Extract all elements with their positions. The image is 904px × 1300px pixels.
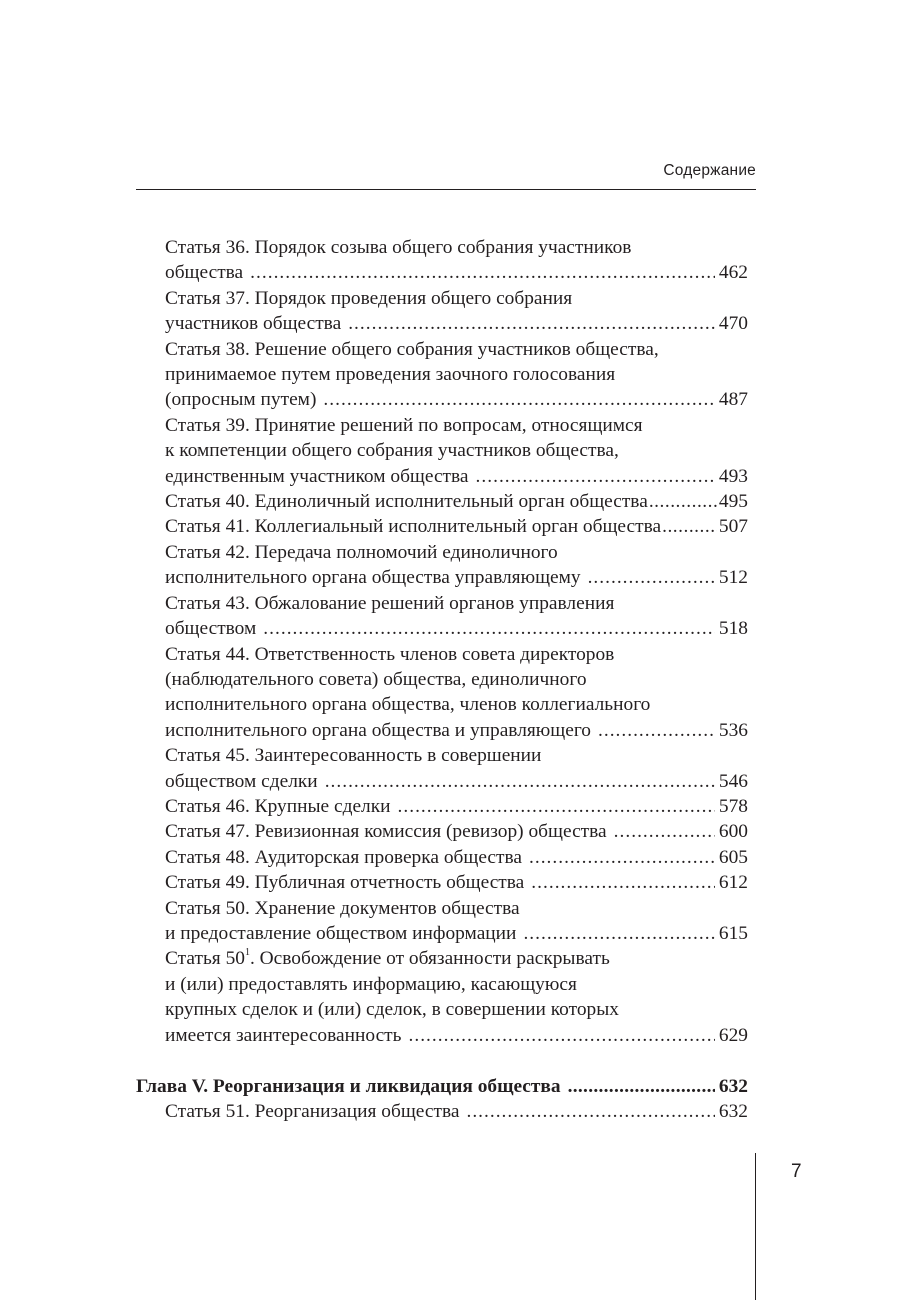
leader-dots <box>398 794 715 819</box>
toc-entry-text: Статья 43. Обжалование решений органов управления <box>165 592 615 614</box>
leader-dots <box>568 1074 715 1099</box>
margin-rule <box>755 1153 756 1300</box>
page-number: 632 <box>718 1076 748 1097</box>
leader-dots <box>662 514 717 539</box>
leader-dots <box>250 260 715 285</box>
page-number: 578 <box>718 795 748 817</box>
header-rule <box>136 189 756 190</box>
toc-entry-51[interactable] <box>136 1099 748 1124</box>
page-number: 507 <box>718 516 748 538</box>
toc-entry-text: Статья $50^1$. Освобождение от обязанности раскрывать <box>165 947 610 970</box>
toc-entry-text: Статья 50. Хранение документов общества <box>165 897 520 919</box>
leader-dots <box>588 565 715 590</box>
toc-entry-text: принимаемое путем проведения заочного голосования <box>165 364 616 386</box>
toc-entry-text: Статья 38. Решение общего собрания участников общества, <box>165 338 659 360</box>
toc-entry-49[interactable] <box>136 870 748 895</box>
toc-entry-45[interactable] <box>136 743 748 794</box>
toc-entry-text: и (или) предоставлять информацию, касающуюся <box>165 973 577 995</box>
toc-entry-40[interactable] <box>136 489 748 514</box>
toc-chapter-5[interactable] <box>136 1074 748 1099</box>
toc-entry-text: Статья 36. Порядок созыва общего собрания участников <box>165 237 632 258</box>
toc-entry-text: обществом <box>165 618 257 640</box>
page-number: 615 <box>718 922 748 944</box>
toc-entry-text: Статья 40. Единоличный исполнительный орган общества <box>165 491 648 513</box>
page-number: 536 <box>718 719 748 741</box>
toc-entry-48[interactable] <box>136 845 748 870</box>
table-of-contents <box>136 235 748 1125</box>
page-number: 546 <box>718 770 748 792</box>
toc-entry-43[interactable] <box>136 591 748 642</box>
page-number: 632 <box>718 1101 748 1123</box>
toc-entry-text: Статья 45. Заинтересованность в совершении <box>165 745 542 767</box>
toc-entry-text: единственным участником общества <box>165 465 469 487</box>
toc-entry-36[interactable] <box>136 235 748 286</box>
toc-entry-text: исполнительного органа общества и управляющего <box>165 719 591 741</box>
toc-entry-text: Статья 46. Крупные сделки <box>165 795 391 817</box>
leader-dots <box>523 921 714 946</box>
leader-dots <box>598 718 715 743</box>
page-number: 612 <box>718 872 748 894</box>
toc-entry-text: (наблюдательного совета) общества, единоличного <box>165 668 587 690</box>
toc-entry-text: Статья 49. Публичная отчетность общества <box>165 872 525 894</box>
toc-entry-text: крупных сделок и (или) сделок, в совершении которых <box>165 999 619 1021</box>
toc-entry-text: общества <box>165 262 244 284</box>
toc-entry-text: обществом сделки <box>165 770 318 792</box>
superscript: 1 <box>244 947 250 959</box>
leader-dots <box>348 311 715 336</box>
running-title: Содержание <box>663 162 756 179</box>
toc-entry-39[interactable] <box>136 413 748 489</box>
toc-entry-50[interactable] <box>136 896 748 947</box>
toc-entry-44[interactable] <box>136 642 748 744</box>
toc-entry-41[interactable] <box>136 514 748 539</box>
leader-dots <box>614 819 715 844</box>
leader-dots <box>649 489 717 514</box>
toc-entry-47[interactable] <box>136 819 748 844</box>
toc-entry-text: (опросным путем) <box>165 389 317 411</box>
page-number: 600 <box>718 821 748 843</box>
page-number: 493 <box>718 465 748 487</box>
leader-dots <box>263 616 715 641</box>
leader-dots <box>476 464 715 489</box>
toc-entry-42[interactable] <box>136 540 748 591</box>
toc-entry-text: Статья 39. Принятие решений по вопросам, относящимся <box>165 414 643 436</box>
toc-entry-text: Статья 42. Передача полномочий единоличного <box>165 541 558 563</box>
toc-entry-text: к компетенции общего собрания участников общества, <box>165 440 619 462</box>
folio-page-number: 7 <box>791 1161 802 1182</box>
toc-entry-text: имеется заинтересованность <box>165 1024 402 1046</box>
toc-entry-text: Статья 51. Реорганизация общества <box>165 1101 460 1123</box>
chapter-title: Глава V. Реорганизация и ликвидация общества <box>136 1076 561 1097</box>
toc-entry-text: Статья 44. Ответственность членов совета директоров <box>165 643 615 665</box>
toc-entry-50-1[interactable] <box>136 946 748 1048</box>
page-number: 495 <box>718 491 748 513</box>
page-number: 512 <box>718 567 748 589</box>
toc-entry-text: участников общества <box>165 313 342 335</box>
page-number: 487 <box>718 389 748 411</box>
leader-dots <box>325 769 715 794</box>
toc-entry-text: Статья 37. Порядок проведения общего собрания <box>165 287 573 309</box>
toc-entry-38[interactable] <box>136 337 748 413</box>
page-number: 470 <box>718 313 748 335</box>
toc-entry-text: исполнительного органа общества, членов коллегиального <box>165 694 651 716</box>
toc-entry-46[interactable] <box>136 794 748 819</box>
page-number: 629 <box>718 1024 748 1046</box>
leader-dots <box>529 845 715 870</box>
leader-dots <box>323 387 714 412</box>
leader-dots <box>466 1099 714 1124</box>
toc-entry-text: исполнительного органа общества управляющему <box>165 567 581 589</box>
page-number: 518 <box>718 618 748 640</box>
toc-entry-text: и предоставление обществом информации <box>165 922 517 944</box>
page-number: 462 <box>718 262 748 284</box>
page-number: 605 <box>718 846 748 868</box>
toc-entry-text: Статья 41. Коллегиальный исполнительный орган общества <box>165 516 662 538</box>
toc-entry-text: Статья 47. Ревизионная комиссия (ревизор) общества <box>165 821 607 843</box>
leader-dots <box>409 1023 715 1048</box>
toc-entry-37[interactable] <box>136 286 748 337</box>
toc-entry-text: Статья 48. Аудиторская проверка общества <box>165 846 522 868</box>
leader-dots <box>531 870 715 895</box>
